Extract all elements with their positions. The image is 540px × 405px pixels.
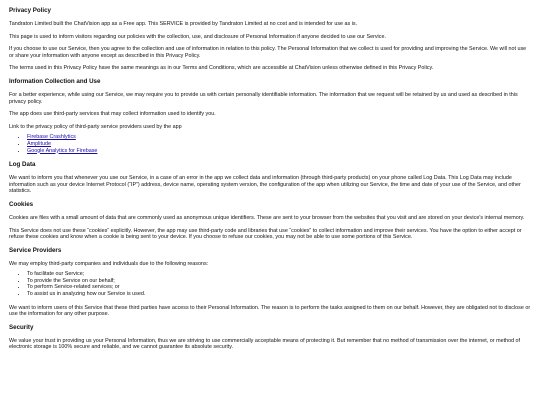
section-heading-cookies: Cookies xyxy=(9,200,34,208)
paragraph: Link to the privacy policy of third-party service providers used by the app xyxy=(9,123,182,130)
section-heading-log-data: Log Data xyxy=(9,161,36,169)
third-party-links-list xyxy=(9,134,531,154)
list-item: • To perform Service-related services; or xyxy=(27,284,531,291)
reasons-list xyxy=(9,271,531,297)
paragraph: We want to inform you that whenever you use our Service, in a case of an error in the app we collect data and information (through third-party products) on your phone called Log Data. This Log Data may include information such as your device Internet Protocol (“IP”) address, device name, operating system version, the configuration of the app when utilizing our Service, the time and date of your use of the Service, and other statistics. xyxy=(9,175,521,195)
intro-paragraph: The terms used in this Privacy Policy have the same meanings as in our Terms and Conditions, which are accessible at ChatVision unless otherwise defined in this Privacy Policy. xyxy=(9,65,434,72)
paragraph: This Service does not use these “cookies” explicitly. However, the app may use third-party code and libraries that use “cookies” to collect information and improve their services. You have the option to either accept or refuse these cookies and know when a cookie is being sent to your device. If you choose to refuse our cookies, you may not be able to use some portions of this Service. xyxy=(9,227,522,241)
intro-paragraph: If you choose to use our Service, then you agree to the collection and use of information in relation to this policy. The Personal Information that we collect is used for providing and improving the Service. We will not use or share your information with anyone except as described in this Privacy Policy. xyxy=(9,46,527,59)
paragraph: Cookies are files with a small amount of data that are commonly used as anonymous unique identifiers. These are sent to your browser from the websites that you visit and are stored on your device's internal memory. xyxy=(9,214,525,221)
paragraph: We value your trust in providing us your Personal Information, thus we are striving to use commercially acceptable means of protecting it. But remember that no method of transmission over the internet, or method of electronic storage is 100% secure and reliable, and we cannot guarantee its absolute security. xyxy=(9,337,521,351)
intro-paragraph: This page is used to inform visitors regarding our policies with the collection, use, and disclosure of Personal Information if anyone decided to use our Service. xyxy=(9,33,386,40)
section-heading-security: Security xyxy=(9,323,34,331)
list-item: • To provide the Service on our behalf; xyxy=(27,278,531,285)
paragraph: We want to inform users of this Service that these third parties have access to their Personal Information. The reason is to perform the tasks assigned to them on our behalf. However, they are obligated not to disclose or use the information for any other purpose. xyxy=(9,304,531,318)
list-item xyxy=(27,134,531,141)
list-item: • To assist us in analyzing how our Service is used. xyxy=(27,291,531,298)
paragraph: We may employ third-party companies and individuals due to the following reasons: xyxy=(9,260,209,267)
section-heading-service-providers: Service Providers xyxy=(9,246,62,254)
paragraph: The app does use third-party services that may collect information used to identify you. xyxy=(9,111,216,118)
google-analytics-firebase-link[interactable]: Google Analytics for Firebase xyxy=(27,147,98,154)
list-item: • To facilitate our Service; xyxy=(27,271,531,278)
amplitude-link[interactable]: Amplitude xyxy=(27,140,51,147)
section-heading-information-collection: Information Collection and Use xyxy=(9,77,101,85)
firebase-crashlytics-link[interactable]: Firebase Crashlytics xyxy=(27,134,76,141)
list-item xyxy=(27,148,531,155)
paragraph: For a better experience, while using our Service, we may require you to provide us with certain personally identifiable information. The information that we request will be retained by us and used as described in this privacy policy. xyxy=(9,91,518,105)
intro-paragraph: Tandraton Limited built the ChatVision app as a Free app. This SERVICE is provided by Tandraton Limited at no cost and is intended for use as is. xyxy=(9,21,358,27)
page-title: Privacy Policy xyxy=(9,7,51,14)
list-item xyxy=(27,141,531,148)
